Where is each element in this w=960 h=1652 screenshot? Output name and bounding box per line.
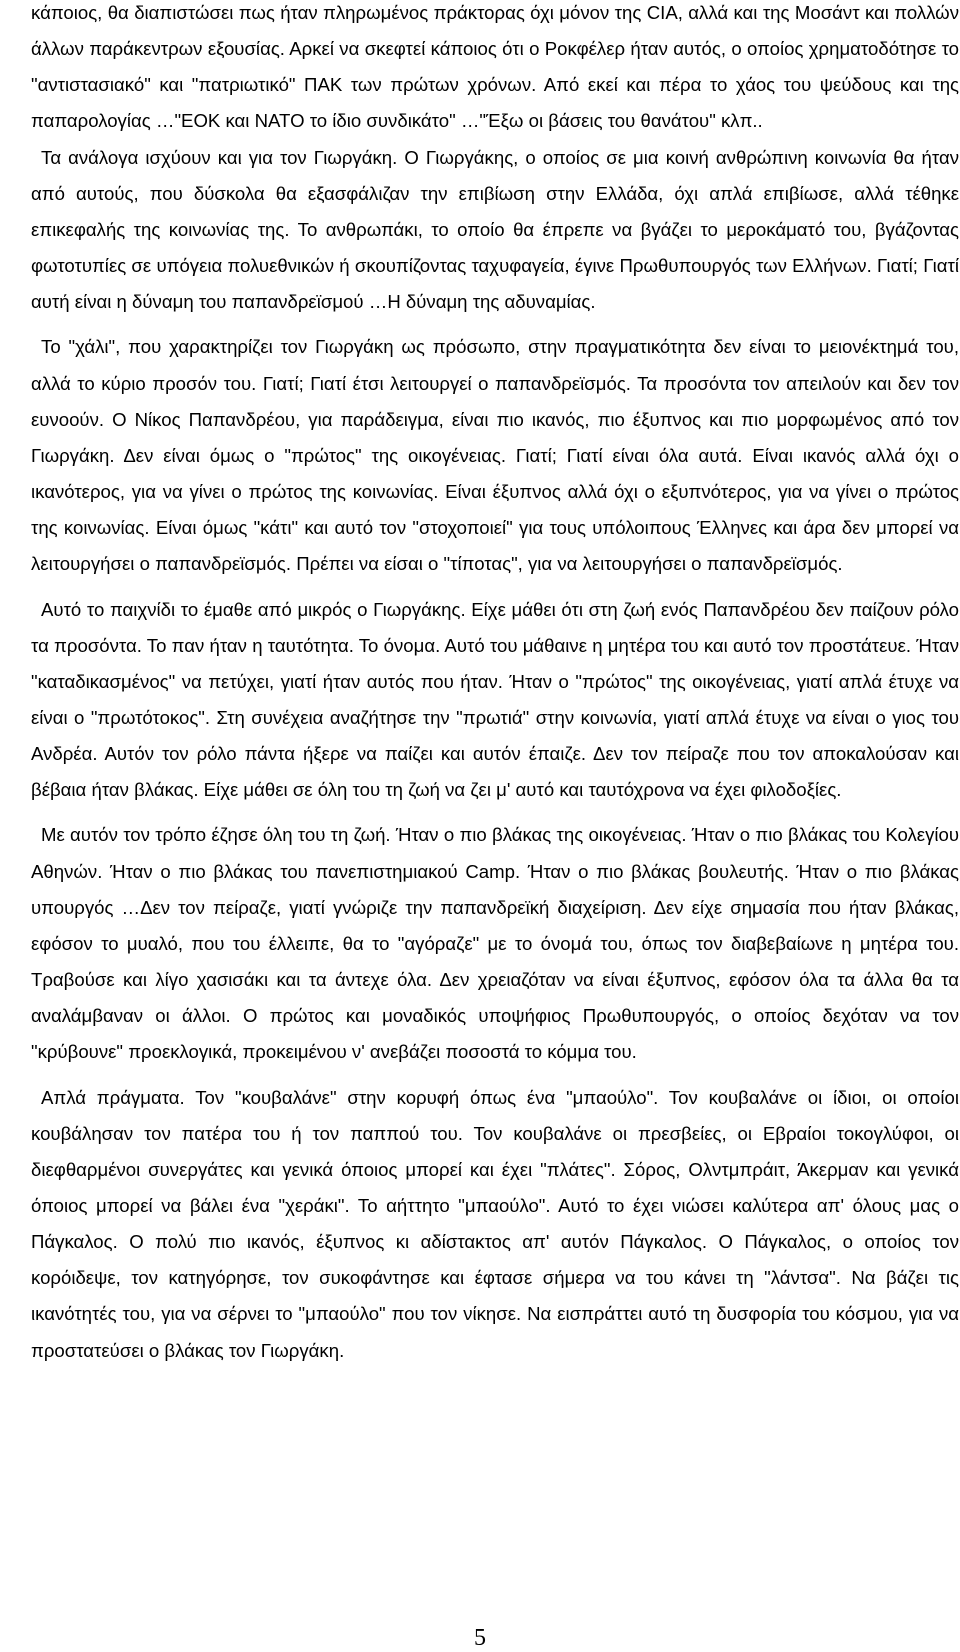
paragraph-6: Απλά πράγματα. Τον "κουβαλάνε" στην κορυφή όπως ένα "μπαούλο". Τον κουβαλάνε οι ίδιοι, οι οποίοι κουβάλησαν τον πατέρα του ή τον παππού του. Τον κουβαλάνε οι πρεσβείες, οι Εβραίοι τοκογλύφοι, οι διεφθαρμένοι συνεργάτες και γενικά όποιος μπορεί και έχει "πλάτες". Σόρος, Ολντμπράιτ, Άκερμαν και γενικά όποιος μπορεί να βάλει ένα "χεράκι". Το αήττητο "μπαούλο". Αυτό το έχει νιώσει καλύτερα απ' όλους μας ο Πάγκαλος. Ο πολύ πιο ικανός, έξυπνος κι αδίστακτος απ' αυτόν Πάγκαλος. Ο Πάγκαλος, ο οποίος τον κορόιδεψε, τον κατηγόρησε, τον συκοφάντησε και έφτασε σήμερα να του κάνει τη "λάντσα". Να βάζει τις ικανότητές του, για να σέρνει το "μπαούλο" που τον νίκησε. Να εισπράττει αυτό τη δυσφορία του κόσμου, για να προστατεύσει ο βλάκας τον Γιωργάκη. [31,1086,959,1361]
paragraph-4: Αυτό το παιχνίδι το έμαθε από μικρός ο Γιωργάκης. Είχε μάθει ότι στη ζωή ενός Παπανδρέου δεν παίζουν ρόλο τα προσόντα. Το παν ήταν η ταυτότητα. Το όνομα. Αυτό του μάθαινε η μητέρα του και αυτό τον προστάτευε. Ήταν "καταδικασμένος" να πετύχει, γιατί ήταν αυτός που ήταν. Ήταν ο "πρώτος" της οικογένειας, γιατί απλά έτυχε να είναι ο "πρωτότοκος". Στη συνέχεια αναζήτησε την "πρωτιά" στην κοινωνία, γιατί απλά έτυχε να είναι ο γιος του Ανδρέα. Αυτόν τον ρόλο πάντα ήξερε να παίζει και αυτόν έπαιζε. Δεν τον πείραζε που τον αποκαλούσαν και βέβαια ήταν βλάκας. Είχε μάθει σε όλη του τη ζωή να ζει μ' αυτό και ταυτόχρονα να έχει φιλοδοξίες. [31,598,959,801]
paragraph-5: Με αυτόν τον τρόπο έζησε όλη του τη ζωή. Ήταν ο πιο βλάκας της οικογένειας. Ήταν ο πιο βλάκας του Κολεγίου Αθηνών. Ήταν ο πιο βλάκας του πανεπιστημιακού Camp. Ήταν ο πιο βλάκας βουλευτής. Ήταν ο πιο βλάκας υπουργός …Δεν τον πείραζε, γιατί γνώριζε την παπανδρεϊκή διαχείριση. Δεν είχε σημασία που ήταν βλάκας, εφόσον το μυαλό, που του έλλειπε, θα το "αγόραζε" με το όνομά του, όπως τον διαβεβαίωνε η μητέρα του. Τραβούσε και λίγο χασισάκι και τα άντεχε όλα. Δεν χρειαζόταν να είναι έξυπνος, εφόσον όλα τα άλλα θα τα αναλάμβαναν οι άλλοι. Ο πρώτος και μοναδικός υποψήφιος Πρωθυπουργός, ο οποίος δεχόταν να τον "κρύβουνε" προεκλογικά, προκειμένου ν' ανεβάζει ποσοστά το κόμμα του. [31,824,959,1063]
paragraph-1: κάποιος, θα διαπιστώσει πως ήταν πληρωμένος πράκτορας όχι μόνον της CIA, αλλά και της Μοσάντ και πολλών άλλων παράκεντρων εξουσίας. Αρκεί να σκεφτεί κάποιος ότι ο Ροκφέλερ ήταν αυτός, ο οποίος χρηματοδότησε το "αντιστασιακό" και "πατριωτικό" ΠΑΚ των πρώτων χρόνων. Από εκεί και πέρα το χάος του ψεύδους και της παπαρολογίας …"ΕΟΚ και ΝΑΤΟ το ίδιο συνδικάτο" …"Έξω οι βάσεις του θανάτου" κλπ.. [31,2,959,132]
page-number: 5 [474,1625,486,1651]
body-text [31,0,959,1369]
paragraph-2: Τα ανάλογα ισχύουν και για τον Γιωργάκη. Ο Γιωργάκης, ο οποίος σε μια κοινή ανθρώπινη κοινωνία θα ήταν από αυτούς, που δύσκολα θα εξασφάλιζαν την επιβίωση στην Ελλάδα, όχι απλά επιβίωσε, αλλά τέθηκε επικεφαλής της κοινωνίας της. Το ανθρωπάκι, το οποίο θα έπρεπε να βγάζει το μεροκάματό του, βγάζοντας φωτοτυπίες σε υπόγεια πολυεθνικών ή σκουπίζοντας ταχυφαγεία, έγινε Πρωθυπουργός των Ελλήνων. Γιατί; Γιατί αυτή είναι η δύναμη του παπανδρεϊσμού …Η δύναμη της αδυναμίας. [31,146,959,313]
paragraph-3: Το "χάλι", που χαρακτηρίζει τον Γιωργάκη ως πρόσωπο, στην πραγματικότητα δεν είναι το μειονέκτημά του, αλλά το κύριο προσόν του. Γιατί; Γιατί έτσι λειτουργεί ο παπανδρεϊσμός. Τα προσόντα τον απειλούν και δεν τον ευνοούν. Ο Νίκος Παπανδρέου, για παράδειγμα, είναι πιο ικανός, πιο έξυπνος και πιο μορφωμένος από τον Γιωργάκη. Δεν είναι όμως ο "πρώτος" της οικογένειας. Γιατί; Γιατί είναι όλα αυτά. Είναι ικανός αλλά όχι ο ικανότερος, για να γίνει ο πρώτος της κοινωνίας. Είναι έξυπνος αλλά όχι ο εξυπνότερος, για να γίνει ο πρώτος της κοινωνίας. Είναι όμως "κάτι" και αυτό τον "στοχοποιεί" για τους υπόλοιπους Έλληνες και άρα δεν μπορεί να λειτουργήσει ο παπανδρεϊσμός. Πρέπει να είσαι ο "τίποτας", για να λειτουργήσει ο παπανδρεϊσμός. [31,336,959,575]
